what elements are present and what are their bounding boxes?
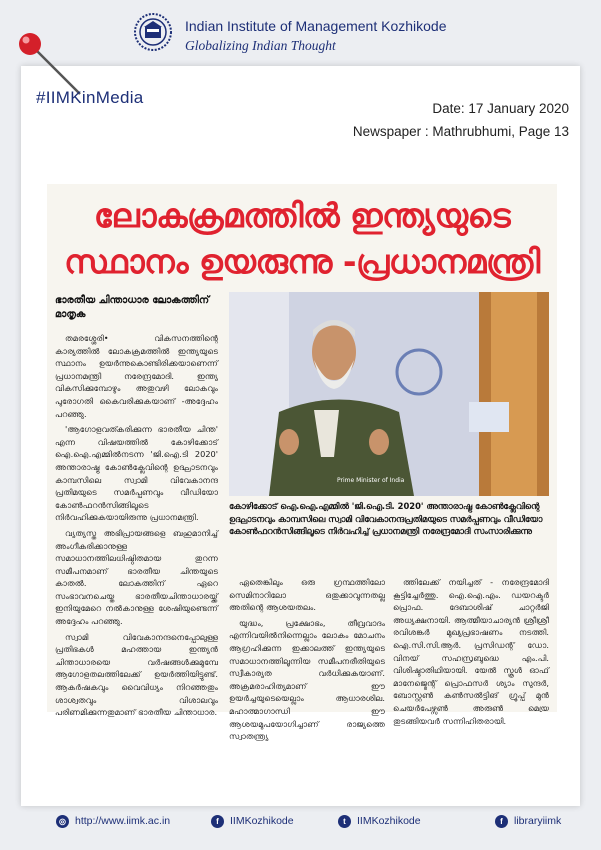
institute-name: Indian Institute of Management Kozhikode <box>185 18 447 34</box>
institute-tagline: Globalizing Indian Thought <box>185 38 336 53</box>
article-column-3 <box>393 576 549 726</box>
pm-photo <box>229 292 549 496</box>
paragraph: 'ആഗോളവത്കരിക്കുന്ന ഭാരതീയ ചിന്ത' എന്ന വിഷയത്തിൽ കോഴിക്കോട് ഐ.ഐ.എമ്മിൽനടന്ന 'ജി.ഐ.ടി 2020' അന്താരാഷ്ട്ര കോൺക്ലേവിന്റെ ഉദ്ഘാടനവും കാമ്പസിലെ സ്വാമി വിവേകാനന്ദ പ്രതിമയുടെ സമർപ്പണവും വീഡിയോ കോൺഫറൻസിങ്ങിലൂടെ നിർവഹിക്കുകയായിരുന്നു പ്രധാനമന്ത്രി. <box>55 424 218 523</box>
pm-photo-illustration <box>229 292 549 496</box>
footer-facebook[interactable] <box>211 812 294 830</box>
facebook-icon: f <box>211 815 224 828</box>
iimk-logo <box>133 12 173 52</box>
newspaper-source: Newspaper : Mathrubhumi, Page 13 <box>352 124 569 139</box>
headline-line-1: ലോകക്രമത്തിൽ ഇന്ത്യയുടെ <box>93 196 511 235</box>
paragraph: ത്തിലേക്ക് നയിച്ചത് - നരേന്ദ്രമോദി കൂട്ടിച്ചേർത്തു. ഐ.ഐ.എം. ഡയറക്ടർ പ്രൊഫ. ദേബാശിഷ് ചാറ്റർജി അധ്യക്ഷനായി. ആത്മീയാചാര്യൻ ശ്രീശ്രീ രവിശങ്കർ മുഖ്യപ്രഭാഷണം നടത്തി. ഐ.സി.സി.ആർ. പ്രസിഡന്റ് ഡോ. വിനയ് സഹസ്രബുദ്ധെ എം.പി. വിശിഷ്ടാതിഥിയായി. യേൽ സ്കൂൾ ഓഫ് മാനേജ്മെന്റ് പ്രൊഫസർ ശ്യാം സുന്ദർ, ബോസ്റ്റൺ കൺസൽട്ടിങ് ഗ്രൂപ്പ് മുൻ ചെയർപേഴ്സൺ അരുൺ മെയ്ര തുടങ്ങിയവർ സന്നിഹിതരായി. <box>393 577 549 726</box>
website-link[interactable]: http://www.iimk.ac.in <box>75 815 171 827</box>
hashtag-label: #IIMKinMedia <box>36 88 144 107</box>
library-icon: f <box>495 815 508 828</box>
photo-label: Prime Minister of India <box>337 477 405 484</box>
subheading: ഭാരതീയ ചിന്താധാര ലോകത്തിന് മാതൃക <box>55 295 210 320</box>
article-column-1 <box>55 332 218 718</box>
paragraph: തമരശ്ശേരി• വികസനത്തിന്റെ കാര്യത്തിൽ ലോകക്രമത്തിൽ ഇന്ത്യയുടെ സ്ഥാനം ഉയർന്നുകൊണ്ടിരിക്കയാണെന്ന് പ്രധാനമന്ത്രി നരേന്ദ്രമോദി. ഇന്ത്യ വികസിക്കുമ്പോഴും അതുവഴി ലോകവും പുരോഗതി കൈവരിക്കുകയാണ് -അദ്ദേഹം പറഞ്ഞു. <box>55 333 218 419</box>
article-column-2 <box>229 576 385 742</box>
newspaper-clipping <box>47 184 557 742</box>
library-link[interactable]: libraryiimk <box>514 815 562 827</box>
paragraph: യുദ്ധം, പ്രക്ഷോഭം, തീവ്രവാദം എന്നിവയിൽനിന്നെല്ലാം ലോകം മോചനം ആഗ്രഹിക്കുന്ന ഇക്കാലത്ത് ഇന്ത്യയുടെ സമാധാനത്തിലൂന്നിയ സമീപനരീതിയുടെ സ്വീകാര്യത വർധിക്കുകയാണ്. അക്രമരാഹിത്യമാണ് ഈ ഉയർച്ചയുടെയെല്ലാം ആധാരശില. മഹാത്മാഗാന്ധി ഈ ആശയമുപയോഗിച്ചാണ് രാജ്യത്തെ സ്വാതന്ത്ര്യ <box>229 617 385 742</box>
article-date: Date: 17 January 2020 <box>432 101 569 116</box>
footer-twitter[interactable] <box>338 812 421 830</box>
paragraph: വ്യത്യസ്ത അഭിപ്രായങ്ങളെ ബഹുമാനിച്ച് അംഗീകരിക്കാനുള്ള സമാധാനത്തിലധിഷ്ഠിതമായ തുറന്ന സമീപനമാണ് ഭാരതീയ ചിന്തയുടെ കാതൽ. ലോകത്തിന് ഏറെ സംഭാവനചെയ്ത ഭാരതീയചിന്താധാരയ്ക്ക് ഇനിയുമേറെ നൽകാനുള്ള ശേഷിയുണ്ടെന്ന് അദ്ദേഹം പറഞ്ഞു. <box>55 527 218 627</box>
facebook-link[interactable]: IIMKozhikode <box>230 815 294 827</box>
paragraph: സ്വാമി വിവേകാനന്ദനെപ്പോലുള്ള പ്രതിഭകൾ മഹത്തായ ഇന്ത്യൻ ചിന്താധാരയെ വർഷങ്ങൾക്കുമുമ്പേ ആഗോളതലത്തിലേക്ക് ഉയർത്തിയിട്ടുണ്ട്. ആകർഷകവും വൈവിധ്യം നിറഞ്ഞതും ശാശ്വതവും വിശാലവും പരിണമിക്കുന്നതുമാണ് ഭാരതീയ ചിന്താധാര. <box>55 631 218 718</box>
header <box>133 12 493 62</box>
paragraph: ഏതെങ്കിലും ഒരു ഗ്രന്ഥത്തിലോ സെമിനാറിലോ ഒതുക്കാവുന്നതല്ല അതിന്റെ ആശയതലം. <box>229 577 385 613</box>
footer <box>0 812 601 838</box>
photo-caption: കോഴിക്കോട് ഐ.ഐ.എമ്മിൽ 'ജി.ഐ.ടി. 2020' അന്താരാഷ്ട്ര കോൺക്ലേവിന്റെ ഉദ്ഘാടനവും കാമ്പസിലെ സ്വാമി വിവേകാനന്ദപ്രതിമയുടെ സമർപ്പണവും വീഡിയോ കോൺഫറൻസിങ്ങിലൂടെ നിർവഹിച്ച് പ്രധാനമന്ത്രി നരേന്ദ്രമോദി സംസാരിക്കുന്നു <box>229 501 543 536</box>
footer-website[interactable] <box>56 812 170 830</box>
headline-line-2: സ്ഥാനം ഉയരുന്നു -പ്രധാനമന്ത്രി <box>64 242 540 281</box>
twitter-icon: t <box>338 815 351 828</box>
footer-library[interactable] <box>495 812 561 830</box>
twitter-link[interactable]: IIMKozhikode <box>357 815 421 827</box>
globe-icon: ◎ <box>56 815 69 828</box>
